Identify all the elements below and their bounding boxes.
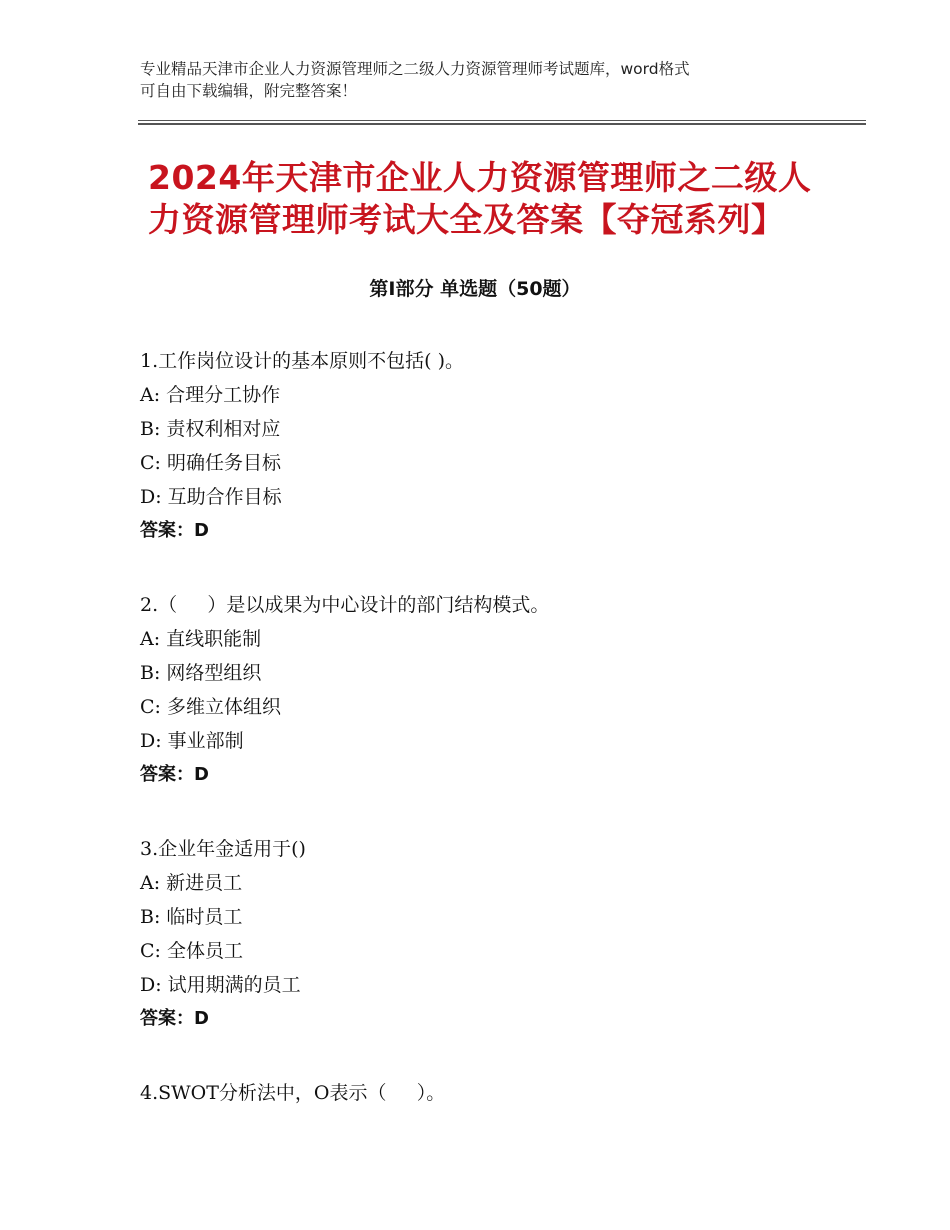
option-a: A: 新进员工: [140, 872, 243, 894]
document-title-line-1: 2024年天津市企业人力资源管理师之二级人: [148, 158, 812, 197]
question-1: [140, 344, 840, 548]
answer: 答案：D: [140, 764, 209, 785]
header-note-line-1: 专业精品天津市企业人力资源管理师之二级人力资源管理师考试题库，word格式: [140, 60, 690, 78]
question-stem: 1.工作岗位设计的基本原则不包括( )。: [140, 350, 464, 372]
question-stem: 2.（ ）是以成果为中心设计的部门结构模式。: [140, 594, 550, 616]
header-divider-thin: [138, 120, 866, 121]
header-note: [140, 58, 820, 102]
question-2: [140, 588, 840, 792]
option-a: A: 直线职能制: [140, 628, 262, 650]
option-c: C: 全体员工: [140, 940, 243, 962]
question-stem: 3.企业年金适用于(): [140, 838, 306, 860]
document-title: [148, 157, 828, 241]
option-b: B: 责权利相对应: [140, 418, 281, 440]
option-b: B: 临时员工: [140, 906, 243, 928]
option-c: C: 多维立体组织: [140, 696, 281, 718]
option-d: D: 试用期满的员工: [140, 974, 301, 996]
option-b: B: 网络型组织: [140, 662, 262, 684]
question-3: [140, 832, 840, 1036]
option-c: C: 明确任务目标: [140, 452, 281, 474]
option-d: D: 事业部制: [140, 730, 244, 752]
question-stem: 4.SWOT分析法中，O表示（ ）。: [140, 1082, 446, 1104]
header-divider-thick: [138, 123, 866, 125]
option-d: D: 互助合作目标: [140, 486, 282, 508]
option-a: A: 合理分工协作: [140, 384, 281, 406]
question-4: [140, 1076, 840, 1110]
question-list: [140, 344, 840, 1150]
answer: 答案：D: [140, 520, 209, 541]
header-note-line-2: 可自由下载编辑，附完整答案！: [140, 82, 358, 100]
document-title-line-2: 力资源管理师考试大全及答案【夺冠系列】: [148, 200, 785, 239]
section-heading: 第Ⅰ部分 单选题（50题）: [369, 278, 581, 300]
answer: 答案：D: [140, 1008, 209, 1029]
